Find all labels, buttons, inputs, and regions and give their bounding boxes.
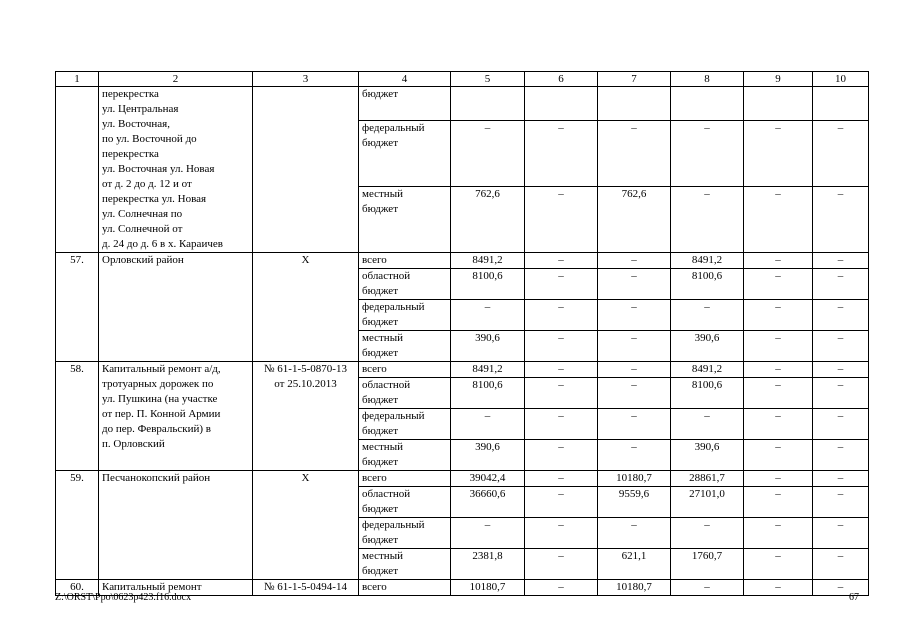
amount-cell: 621,1 bbox=[598, 549, 671, 580]
amount-cell: – bbox=[744, 518, 813, 549]
funding-source: федеральный бюджет bbox=[359, 300, 451, 331]
column-header: 4 bbox=[359, 72, 451, 87]
amount-cell bbox=[813, 87, 869, 121]
column-header: 3 bbox=[253, 72, 359, 87]
amount-cell: – bbox=[744, 300, 813, 331]
funding-source: областной бюджет bbox=[359, 487, 451, 518]
column-header: 6 bbox=[525, 72, 598, 87]
expertise-document: Х bbox=[253, 253, 359, 362]
row-number: 59. bbox=[56, 471, 99, 580]
funding-source: всего bbox=[359, 362, 451, 378]
amount-cell: – bbox=[813, 440, 869, 471]
object-name: Орловский район bbox=[99, 253, 253, 362]
amount-cell: – bbox=[744, 471, 813, 487]
amount-cell: – bbox=[744, 549, 813, 580]
funding-source: местный бюджет bbox=[359, 440, 451, 471]
amount-cell: – bbox=[671, 518, 744, 549]
amount-cell: – bbox=[744, 362, 813, 378]
amount-cell bbox=[525, 87, 598, 121]
amount-cell: 8491,2 bbox=[451, 362, 525, 378]
amount-cell: – bbox=[813, 487, 869, 518]
funding-source: федеральный бюджет bbox=[359, 409, 451, 440]
funding-source: местный бюджет bbox=[359, 331, 451, 362]
amount-cell: – bbox=[813, 549, 869, 580]
amount-cell: – bbox=[813, 121, 869, 187]
amount-cell: 390,6 bbox=[671, 440, 744, 471]
amount-cell: – bbox=[813, 269, 869, 300]
amount-cell: 8100,6 bbox=[451, 269, 525, 300]
amount-cell: – bbox=[813, 580, 869, 596]
amount-cell: 390,6 bbox=[451, 440, 525, 471]
amount-cell: 36660,6 bbox=[451, 487, 525, 518]
amount-cell: – bbox=[744, 121, 813, 187]
amount-cell: 8100,6 bbox=[671, 269, 744, 300]
table-body bbox=[56, 87, 869, 596]
table-row bbox=[56, 87, 869, 121]
amount-cell: 27101,0 bbox=[671, 487, 744, 518]
amount-cell: – bbox=[744, 253, 813, 269]
amount-cell: – bbox=[744, 409, 813, 440]
amount-cell: – bbox=[525, 409, 598, 440]
amount-cell: – bbox=[451, 409, 525, 440]
amount-cell: – bbox=[744, 440, 813, 471]
amount-cell: – bbox=[598, 253, 671, 269]
amount-cell: – bbox=[671, 300, 744, 331]
amount-cell: – bbox=[525, 253, 598, 269]
amount-cell: 8491,2 bbox=[451, 253, 525, 269]
amount-cell: – bbox=[525, 187, 598, 253]
amount-cell: 390,6 bbox=[671, 331, 744, 362]
funding-source: областной бюджет bbox=[359, 378, 451, 409]
row-number: 57. bbox=[56, 253, 99, 362]
funding-source: всего bbox=[359, 580, 451, 596]
row-number: 60. bbox=[56, 580, 99, 596]
column-header: 5 bbox=[451, 72, 525, 87]
amount-cell: – bbox=[813, 300, 869, 331]
amount-cell: – bbox=[525, 580, 598, 596]
amount-cell: 10180,7 bbox=[598, 580, 671, 596]
funding-source: всего bbox=[359, 253, 451, 269]
footer-file-path: Z:\ORST\Ppo\0623p423.f16.docx bbox=[55, 592, 192, 603]
amount-cell: – bbox=[598, 121, 671, 187]
expertise-document bbox=[253, 87, 359, 253]
amount-cell bbox=[671, 87, 744, 121]
amount-cell: – bbox=[525, 378, 598, 409]
amount-cell: – bbox=[451, 300, 525, 331]
amount-cell: – bbox=[813, 471, 869, 487]
amount-cell: – bbox=[813, 518, 869, 549]
amount-cell: – bbox=[744, 378, 813, 409]
amount-cell: 28861,7 bbox=[671, 471, 744, 487]
column-header: 2 bbox=[99, 72, 253, 87]
amount-cell: – bbox=[671, 580, 744, 596]
funding-source: бюджет bbox=[359, 87, 451, 121]
amount-cell: – bbox=[598, 518, 671, 549]
column-header: 7 bbox=[598, 72, 671, 87]
amount-cell: – bbox=[525, 471, 598, 487]
amount-cell: – bbox=[813, 362, 869, 378]
expertise-document: № 61-1-5-0494-14 bbox=[253, 580, 359, 596]
object-name: Капитальный ремонт bbox=[99, 580, 253, 596]
amount-cell: – bbox=[525, 487, 598, 518]
amount-cell: – bbox=[598, 269, 671, 300]
row-number: 58. bbox=[56, 362, 99, 471]
amount-cell: – bbox=[671, 409, 744, 440]
amount-cell: – bbox=[598, 300, 671, 331]
expertise-document: Х bbox=[253, 471, 359, 580]
amount-cell: 2381,8 bbox=[451, 549, 525, 580]
amount-cell: – bbox=[813, 187, 869, 253]
amount-cell: – bbox=[813, 253, 869, 269]
amount-cell: – bbox=[598, 440, 671, 471]
header-row bbox=[56, 72, 869, 87]
funding-source: всего bbox=[359, 471, 451, 487]
amount-cell: – bbox=[598, 409, 671, 440]
expertise-document: № 61-1-5-0870-13 от 25.10.2013 bbox=[253, 362, 359, 471]
amount-cell: – bbox=[813, 378, 869, 409]
column-header: 1 bbox=[56, 72, 99, 87]
amount-cell: – bbox=[744, 487, 813, 518]
amount-cell: – bbox=[525, 269, 598, 300]
amount-cell: – bbox=[525, 362, 598, 378]
amount-cell: 39042,4 bbox=[451, 471, 525, 487]
amount-cell: 1760,7 bbox=[671, 549, 744, 580]
amount-cell: 390,6 bbox=[451, 331, 525, 362]
amount-cell: 8491,2 bbox=[671, 253, 744, 269]
funding-source: федеральный бюджет bbox=[359, 518, 451, 549]
amount-cell: – bbox=[525, 549, 598, 580]
amount-cell: – bbox=[598, 378, 671, 409]
funding-source: местный бюджет bbox=[359, 187, 451, 253]
amount-cell: – bbox=[744, 580, 813, 596]
amount-cell: – bbox=[671, 121, 744, 187]
column-header: 9 bbox=[744, 72, 813, 87]
amount-cell: – bbox=[744, 187, 813, 253]
amount-cell: 10180,7 bbox=[451, 580, 525, 596]
budget-table bbox=[55, 71, 869, 596]
funding-source: местный бюджет bbox=[359, 549, 451, 580]
amount-cell: 8100,6 bbox=[451, 378, 525, 409]
funding-source: областной бюджет bbox=[359, 269, 451, 300]
amount-cell bbox=[598, 87, 671, 121]
table-row bbox=[56, 253, 869, 269]
amount-cell: 9559,6 bbox=[598, 487, 671, 518]
column-header: 8 bbox=[671, 72, 744, 87]
object-name: перекрестка ул. Центральная ул. Восточная, по ул. Восточной до перекрестка ул. Восточная ул. Новая от д. 2 до д. 12 и от перекрестка ул. Новая ул. Солнечная по ул. Солнечной от д. 24 до д. 6 в х. Караичев bbox=[99, 87, 253, 253]
amount-cell: – bbox=[813, 331, 869, 362]
amount-cell: – bbox=[598, 362, 671, 378]
amount-cell: – bbox=[525, 331, 598, 362]
amount-cell: – bbox=[451, 121, 525, 187]
amount-cell: 8491,2 bbox=[671, 362, 744, 378]
row-number bbox=[56, 87, 99, 253]
amount-cell: – bbox=[451, 518, 525, 549]
amount-cell: – bbox=[525, 121, 598, 187]
amount-cell: – bbox=[671, 187, 744, 253]
amount-cell: – bbox=[813, 409, 869, 440]
amount-cell: – bbox=[525, 440, 598, 471]
amount-cell: 10180,7 bbox=[598, 471, 671, 487]
funding-source: федеральный бюджет bbox=[359, 121, 451, 187]
table-row bbox=[56, 362, 869, 378]
amount-cell: 762,6 bbox=[451, 187, 525, 253]
amount-cell bbox=[451, 87, 525, 121]
object-name: Капитальный ремонт а/д, тротуарных дорожек по ул. Пушкина (на участке от пер. П. Конной Армии до пер. Февральский) в п. Орловский bbox=[99, 362, 253, 471]
amount-cell bbox=[744, 87, 813, 121]
amount-cell: 8100,6 bbox=[671, 378, 744, 409]
amount-cell: – bbox=[525, 518, 598, 549]
object-name: Песчанокопский район bbox=[99, 471, 253, 580]
amount-cell: – bbox=[525, 300, 598, 331]
amount-cell: – bbox=[744, 269, 813, 300]
amount-cell: – bbox=[744, 331, 813, 362]
footer-page-number: 67 bbox=[849, 592, 859, 603]
column-header: 10 bbox=[813, 72, 869, 87]
table-row bbox=[56, 471, 869, 487]
amount-cell: 762,6 bbox=[598, 187, 671, 253]
amount-cell: – bbox=[598, 331, 671, 362]
